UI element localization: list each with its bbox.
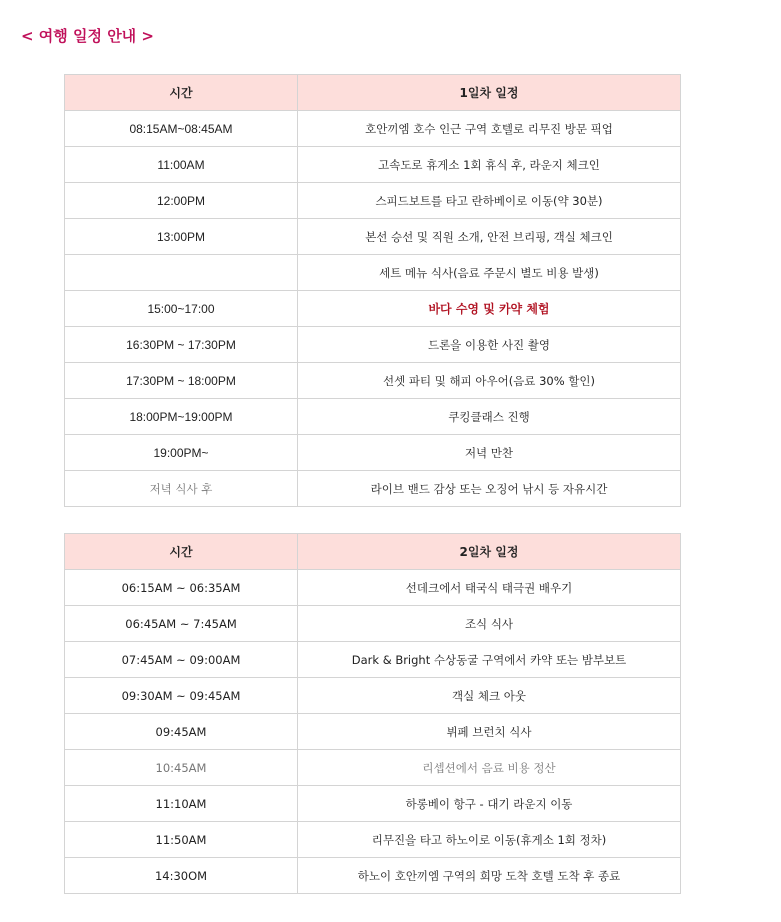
table-row	[65, 363, 681, 399]
table-row	[65, 858, 681, 894]
time-cell: 15:00~17:00	[65, 291, 298, 327]
table-row	[65, 219, 681, 255]
activity-cell: 하롱베이 항구 - 대기 라운지 이동	[298, 786, 681, 822]
activity-cell: 선셋 파티 및 해피 아우어(음료 30% 할인)	[298, 363, 681, 399]
highlighted-activity-cell: 바다 수영 및 카약 체험	[298, 291, 681, 327]
activity-cell: 조식 식사	[298, 606, 681, 642]
table-row	[65, 147, 681, 183]
time-cell: 19:00PM~	[65, 435, 298, 471]
time-cell: 18:00PM~19:00PM	[65, 399, 298, 435]
activity-cell: 리무진을 타고 하노이로 이동(휴게소 1회 정차)	[298, 822, 681, 858]
activity-cell: 세트 메뉴 식사(음료 주문시 별도 비용 발생)	[298, 255, 681, 291]
activity-cell: Dark & Bright 수상동굴 구역에서 카약 또는 밤부보트	[298, 642, 681, 678]
activity-column-header: 2일차 일정	[298, 534, 681, 570]
activity-column-header: 1일차 일정	[298, 75, 681, 111]
time-column-header: 시간	[65, 75, 298, 111]
time-cell	[65, 255, 298, 291]
time-cell: 13:00PM	[65, 219, 298, 255]
table-row	[65, 471, 681, 507]
activity-cell: 스피드보트를 타고 란하베이로 이동(약 30분)	[298, 183, 681, 219]
table-row	[65, 678, 681, 714]
activity-cell: 호안끼엠 호수 인근 구역 호텔로 리무진 방문 픽업	[298, 111, 681, 147]
time-cell: 06:15AM ~ 06:35AM	[65, 570, 298, 606]
time-cell: 09:30AM ~ 09:45AM	[65, 678, 298, 714]
table-row	[65, 750, 681, 786]
table-header-row	[65, 75, 681, 111]
activity-cell: 본선 승선 및 직원 소개, 안전 브리핑, 객실 체크인	[298, 219, 681, 255]
time-cell: 07:45AM ~ 09:00AM	[65, 642, 298, 678]
activity-cell: 쿠킹클래스 진행	[298, 399, 681, 435]
table-row	[65, 327, 681, 363]
day2-schedule-table	[64, 533, 681, 894]
table-row	[65, 291, 681, 327]
table-row	[65, 399, 681, 435]
time-cell: 11:10AM	[65, 786, 298, 822]
time-column-header: 시간	[65, 534, 298, 570]
page-title: < 여행 일정 안내 >	[21, 27, 154, 45]
activity-cell: 뷔페 브런치 식사	[298, 714, 681, 750]
day1-schedule-table	[64, 74, 681, 507]
time-cell: 17:30PM ~ 18:00PM	[65, 363, 298, 399]
table-row	[65, 822, 681, 858]
table-row	[65, 183, 681, 219]
activity-cell: 라이브 밴드 감상 또는 오징어 낚시 등 자유시간	[298, 471, 681, 507]
activity-cell: 저녁 만찬	[298, 435, 681, 471]
time-cell: 10:45AM	[65, 750, 298, 786]
table-row	[65, 642, 681, 678]
time-cell: 저녁 식사 후	[65, 471, 298, 507]
activity-cell: 드론을 이용한 사진 촬영	[298, 327, 681, 363]
activity-cell: 객실 체크 아웃	[298, 678, 681, 714]
time-cell: 14:30OM	[65, 858, 298, 894]
table-row	[65, 255, 681, 291]
table-row	[65, 714, 681, 750]
table-row	[65, 606, 681, 642]
time-cell: 12:00PM	[65, 183, 298, 219]
table-row	[65, 111, 681, 147]
time-cell: 08:15AM~08:45AM	[65, 111, 298, 147]
time-cell: 11:00AM	[65, 147, 298, 183]
table-row	[65, 570, 681, 606]
time-cell: 16:30PM ~ 17:30PM	[65, 327, 298, 363]
table-row	[65, 786, 681, 822]
activity-cell: 하노이 호안끼엠 구역의 희망 도착 호텔 도착 후 종료	[298, 858, 681, 894]
time-cell: 11:50AM	[65, 822, 298, 858]
table-row	[65, 435, 681, 471]
time-cell: 09:45AM	[65, 714, 298, 750]
activity-cell: 고속도로 휴게소 1회 휴식 후, 라운지 체크인	[298, 147, 681, 183]
time-cell: 06:45AM ~ 7:45AM	[65, 606, 298, 642]
activity-cell: 선데크에서 태국식 태극권 배우기	[298, 570, 681, 606]
activity-cell: 리셉션에서 음료 비용 정산	[298, 750, 681, 786]
table-header-row	[65, 534, 681, 570]
